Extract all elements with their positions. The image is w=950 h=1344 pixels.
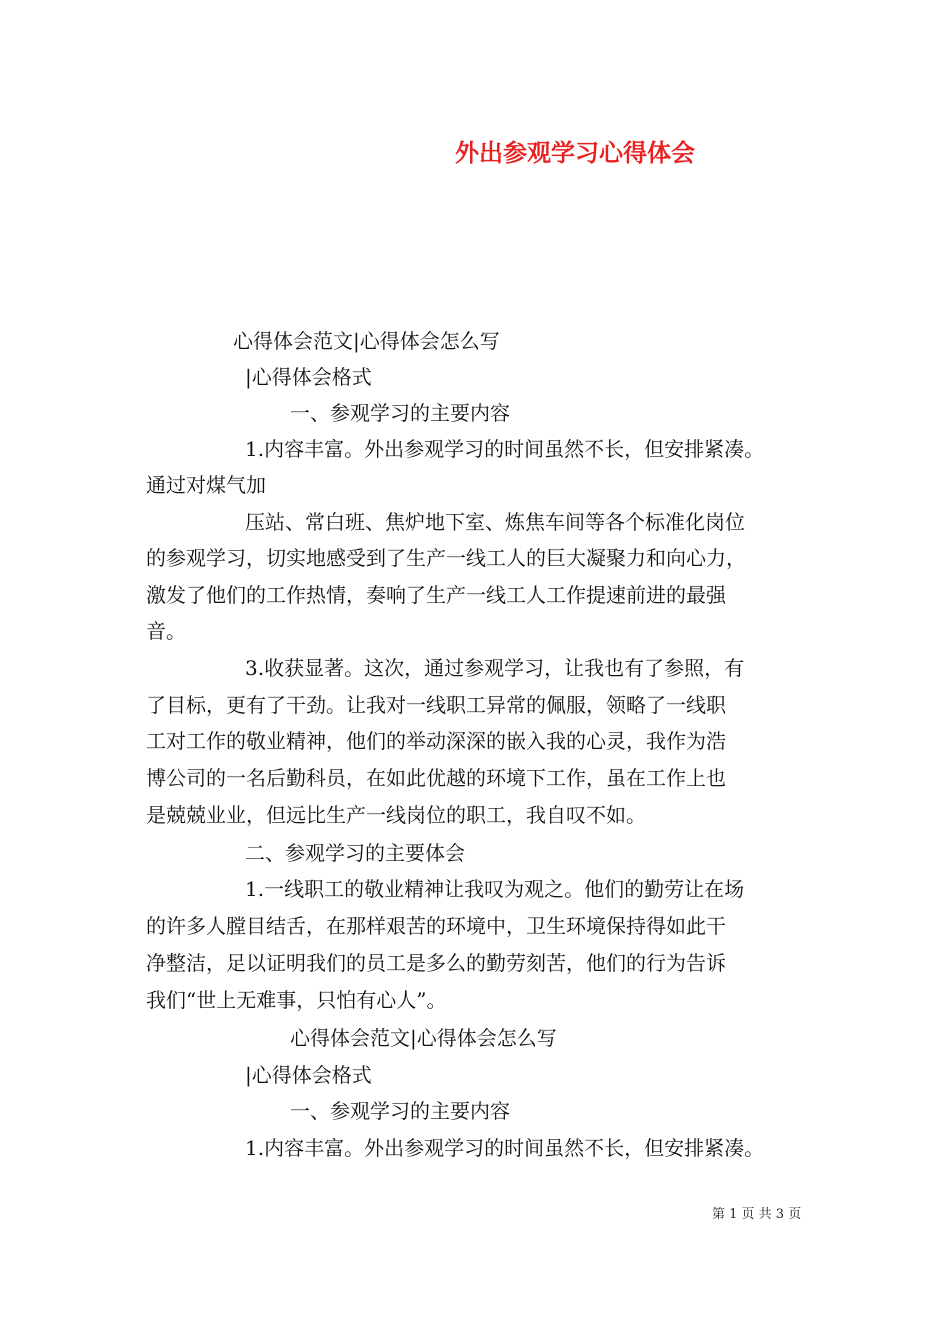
text-line: 通过对煤气加 (146, 473, 266, 497)
text-line: 压站、常白班、焦炉地下室、炼焦车间等各个标准化岗位 (245, 510, 745, 534)
text-line: 1.内容丰富。外出参观学习的时间虽然不长，但安排紧凑。 (245, 1136, 765, 1160)
text-line: 净整洁，足以证明我们的员工是多么的勤劳刻苦，他们的行为告诉 (146, 951, 726, 975)
text-line: 音。 (146, 619, 186, 643)
text-line: 了目标，更有了干劲。让我对一线职工异常的佩服，领略了一线职 (146, 693, 726, 717)
text-line: 我们“世上无难事，只怕有心人”。 (146, 988, 447, 1012)
document-title: 外出参观学习心得体会 (455, 139, 695, 167)
page-number-footer: 第 1 页 共 3 页 (712, 1207, 802, 1222)
text-line: 的参观学习，切实地感受到了生产一线工人的巨大凝聚力和向心力， (146, 546, 746, 570)
text-line: 3.收获显著。这次，通过参观学习，让我也有了参照，有 (245, 656, 745, 680)
text-line: 一、参观学习的主要内容 (290, 1099, 510, 1123)
text-line: 1.一线职工的敬业精神让我叹为观之。他们的勤劳让在场 (245, 877, 745, 901)
text-line: 工对工作的敬业精神，他们的举动深深的嵌入我的心灵，我作为浩 (146, 729, 726, 753)
text-line: 博公司的一名后勤科员，在如此优越的环境下工作，虽在工作上也 (146, 766, 726, 790)
text-line: |心得体会格式 (245, 365, 372, 389)
text-line: 一、参观学习的主要内容 (290, 401, 510, 425)
text-line: 是兢兢业业，但远比生产一线岗位的职工，我自叹不如。 (146, 803, 646, 827)
text-line: 1.内容丰富。外出参观学习的时间虽然不长，但安排紧凑。 (245, 437, 765, 461)
text-line: |心得体会格式 (245, 1063, 372, 1087)
text-line: 二、参观学习的主要体会 (245, 841, 465, 865)
text-line: 的许多人膛目结舌，在那样艰苦的环境中，卫生环境保持得如此干 (146, 914, 726, 938)
text-line: 心得体会范文|心得体会怎么写 (233, 329, 500, 353)
text-line: 激发了他们的工作热情，奏响了生产一线工人工作提速前进的最强 (146, 583, 726, 607)
text-line: 心得体会范文|心得体会怎么写 (290, 1026, 557, 1050)
